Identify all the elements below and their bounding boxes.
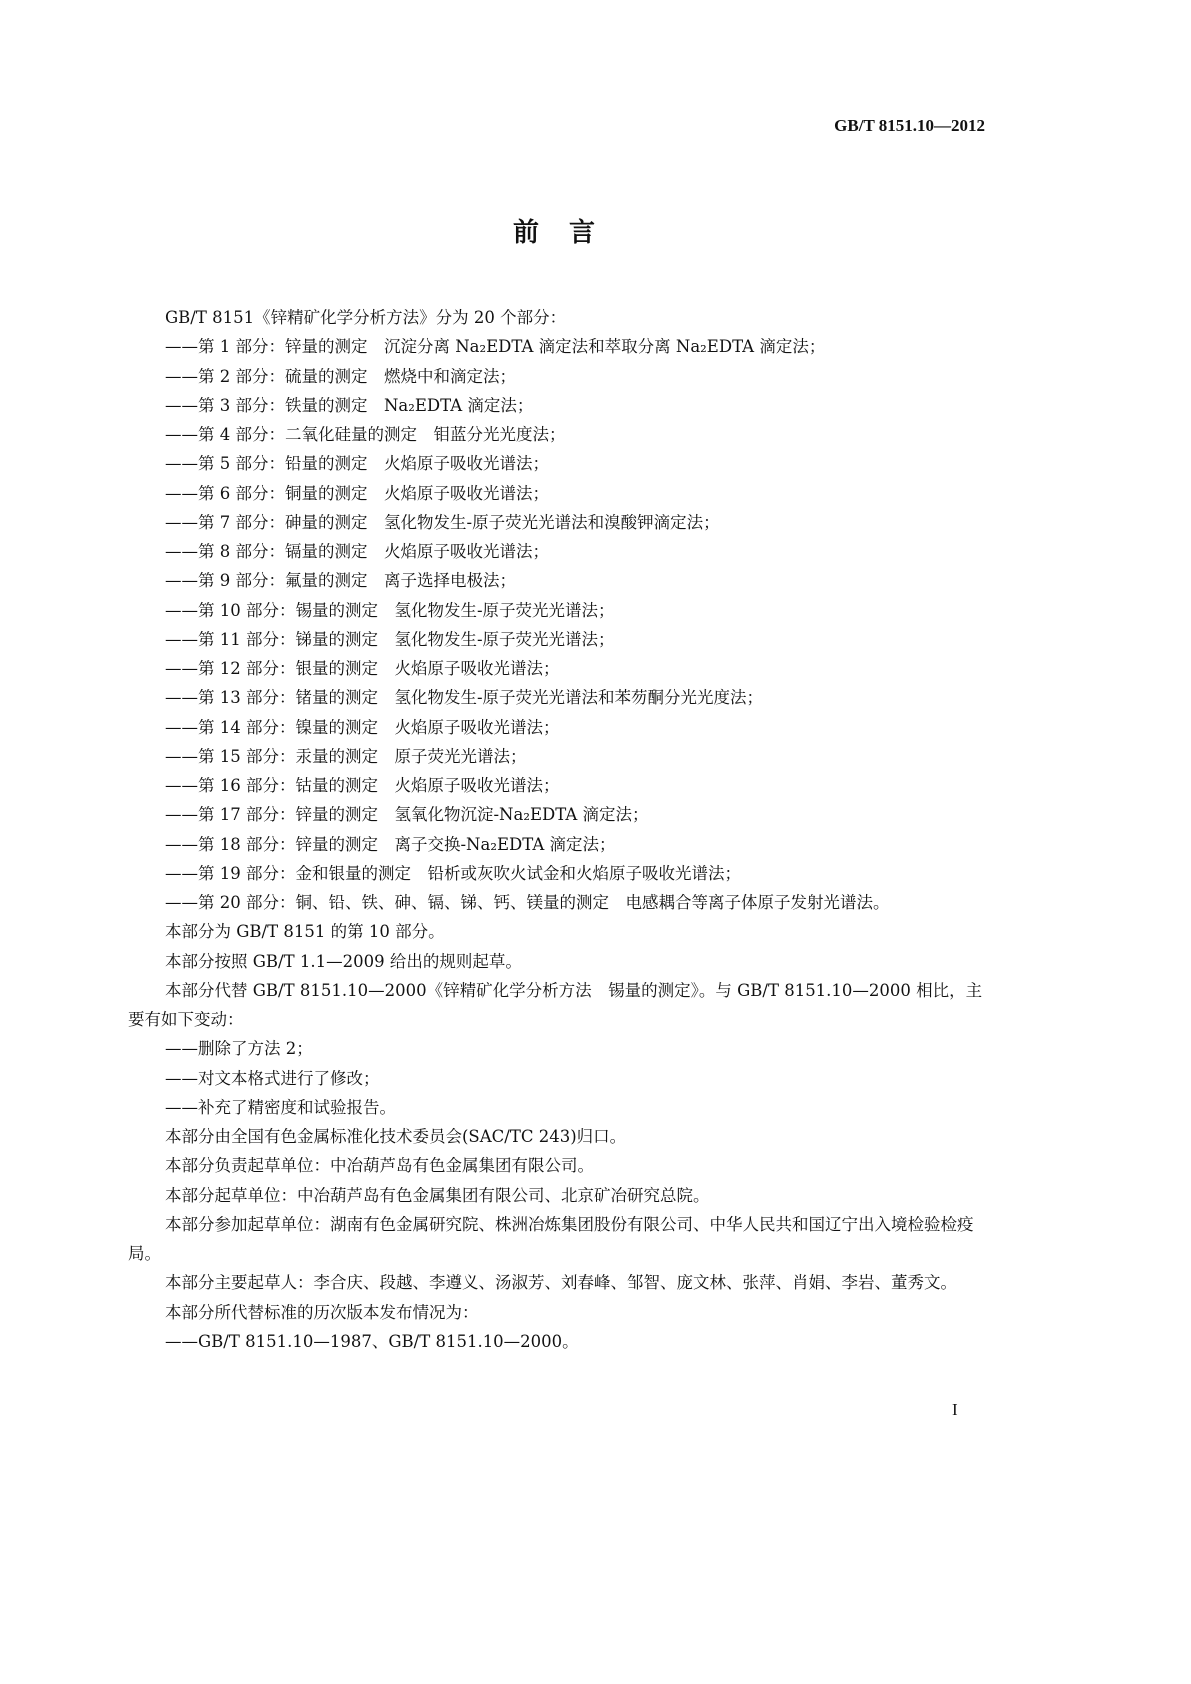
page-number: I xyxy=(952,1400,958,1419)
history-item: ——GB/T 8151.10—1987、GB/T 8151.10—2000。 xyxy=(165,1331,579,1351)
replaces-paragraph: 本部分代替 GB/T 8151.10—2000《锌精矿化学分析方法 锡量的测定》。与 GB/T 8151.10—2000 相比，主要有如下变动： xyxy=(128,980,983,1029)
drafting-rules-paragraph: 本部分按照 GB/T 1.1—2009 给出的规则起草。 xyxy=(165,951,522,971)
main-drafters-paragraph: 本部分主要起草人：李合庆、段越、李遵义、汤淑芳、刘春峰、邹智、庞文林、张萍、肖娟、李岩、董秀文。 xyxy=(165,1273,957,1293)
part-list-item: ——第 16 部分：钴量的测定 火焰原子吸收光谱法； xyxy=(165,776,560,795)
part-of-paragraph: 本部分为 GB/T 8151 的第 10 部分。 xyxy=(165,922,445,942)
part-list-item: ——第 6 部分：铜量的测定 火焰原子吸收光谱法； xyxy=(165,483,549,503)
change-item: ——补充了精密度和试验报告。 xyxy=(165,1097,396,1117)
change-item: ——对文本格式进行了修改； xyxy=(165,1068,380,1088)
part-list-item: ——第 14 部分：镍量的测定 火焰原子吸收光谱法； xyxy=(165,717,560,737)
part-list-item: ——第 3 部分：铁量的测定 Na₂EDTA 滴定法； xyxy=(165,395,534,415)
authority-paragraph: 本部分由全国有色金属标准化技术委员会(SAC/TC 243)归口。 xyxy=(165,1127,627,1146)
standard-number-header: GB/T 8151.10—2012 xyxy=(834,116,985,135)
part-list-item: ——第 5 部分：铅量的测定 火焰原子吸收光谱法； xyxy=(165,454,549,474)
change-item: ——删除了方法 2； xyxy=(165,1039,313,1059)
part-list-item: ——第 13 部分：锗量的测定 氢化物发生-原子荧光光谱法和苯芴酮分光光度法； xyxy=(165,688,764,708)
page-title: 前 言 xyxy=(512,218,597,248)
part-list-item: ——第 20 部分：铜、铅、铁、砷、镉、锑、钙、镁量的测定 电感耦合等离子体原子发射光谱法。 xyxy=(165,893,890,912)
part-list-item: ——第 12 部分：银量的测定 火焰原子吸收光谱法； xyxy=(165,659,560,678)
part-list-item: ——第 7 部分：砷量的测定 氢化物发生-原子荧光光谱法和溴酸钾滴定法； xyxy=(165,512,720,532)
foreword-body xyxy=(128,303,988,1356)
history-paragraph: 本部分所代替标准的历次版本发布情况为： xyxy=(165,1302,479,1322)
part-list-item: ——第 2 部分：硫量的测定 燃烧中和滴定法； xyxy=(165,366,516,386)
part-list-item: ——第 11 部分：锑量的测定 氢化物发生-原子荧光光谱法； xyxy=(165,629,615,649)
participating-units-paragraph: 本部分参加起草单位：湖南有色金属研究院、株洲冶炼集团股份有限公司、中华人民共和国辽宁出入境检验检疫局。 xyxy=(128,1214,974,1263)
part-list-item: ——第 17 部分：锌量的测定 氢氧化物沉淀-Na₂EDTA 滴定法； xyxy=(165,805,649,825)
part-list-item: ——第 8 部分：镉量的测定 火焰原子吸收光谱法； xyxy=(165,542,549,561)
intro-paragraph: GB/T 8151《锌精矿化学分析方法》分为 20 个部分： xyxy=(165,308,567,327)
part-list-item: ——第 19 部分：金和银量的测定 铅析或灰吹火试金和火焰原子吸收光谱法； xyxy=(165,863,741,883)
parts-list xyxy=(128,332,988,917)
drafting-units-paragraph: 本部分起草单位：中冶葫芦岛有色金属集团有限公司、北京矿冶研究总院。 xyxy=(165,1185,710,1205)
part-list-item: ——第 4 部分：二氧化硅量的测定 钼蓝分光光度法； xyxy=(165,425,566,444)
part-list-item: ——第 9 部分：氟量的测定 离子选择电极法； xyxy=(165,571,516,591)
part-list-item: ——第 15 部分：汞量的测定 原子荧光光谱法； xyxy=(165,746,527,766)
responsible-unit-paragraph: 本部分负责起草单位：中冶葫芦岛有色金属集团有限公司。 xyxy=(165,1156,594,1176)
part-list-item: ——第 10 部分：锡量的测定 氢化物发生-原子荧光光谱法； xyxy=(165,600,615,620)
part-list-item: ——第 1 部分：锌量的测定 沉淀分离 Na₂EDTA 滴定法和萃取分离 Na₂EDTA 滴定法； xyxy=(165,337,826,357)
part-list-item: ——第 18 部分：锌量的测定 离子交换-Na₂EDTA 滴定法； xyxy=(165,834,616,854)
